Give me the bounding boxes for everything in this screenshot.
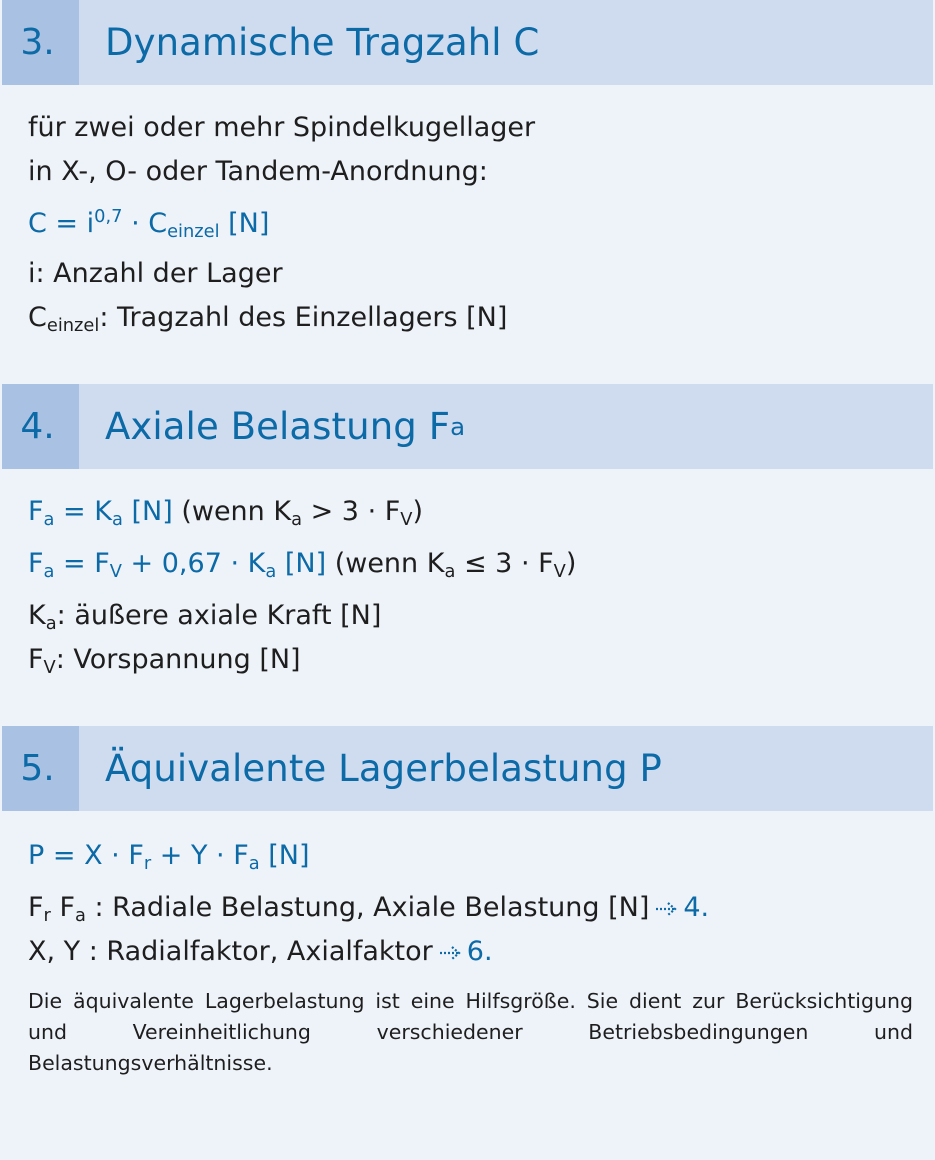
section-reference: 4. — [683, 892, 710, 923]
definition-c-einzel: $C_{einzel}$: Tragzahl des Einzellagers [N] — [28, 302, 508, 336]
formula-fa-1: $F_a = K_a$ [N] (wenn $K_a > 3 \cdot F_V$) — [28, 496, 423, 530]
section-3-content — [28, 106, 913, 340]
formula-expression: $F_a = F_V + 0,67 \cdot K_a$ [N] — [28, 548, 327, 582]
section-5-title: Äquivalente Lagerbelastung P — [105, 747, 662, 790]
section-4-title: Axiale Belastung F a — [105, 405, 466, 448]
section-4-content — [28, 490, 913, 682]
definition-fv: $F_V$: Vorspannung [N] — [28, 644, 301, 678]
explanatory-note: Die äquivalente Lagerbelastung ist eine Hilfsgröße. Sie dient zur Berücksichtigung und Vereinheitlichung verschiedener Betriebsbedingungen und Belastungsverhältnisse. — [28, 989, 913, 1075]
formula-expression: $F_a = K_a$ [N] — [28, 496, 173, 530]
definition-fr-fa: $F_r$ $F_a$ : Radiale Belastung, Axiale Belastung [N] 4. — [28, 892, 710, 926]
section-3-number: 3. — [2, 0, 79, 85]
section-4-number: 4. — [2, 384, 79, 469]
section-3-title: Dynamische Tragzahl C — [105, 21, 540, 64]
intro-line-2: in X-, O- oder Tandem-Anordnung: — [28, 156, 488, 187]
formula-c: $C = i^{0,7} \cdot C_{einzel}$ [N] — [28, 206, 270, 242]
formula-fa-2: $F_a = F_V + 0,67 \cdot K_a$ [N] (wenn $K_a \le 3 \cdot F_V$) — [28, 548, 577, 582]
section-4-header — [2, 384, 933, 469]
definition-x-y: X, Y : Radialfaktor, Axialfaktor 6. — [28, 936, 493, 967]
dotted-arrow-icon — [655, 900, 679, 918]
section-5-content — [28, 834, 913, 1079]
definition-ka: $K_a$: äußere axiale Kraft [N] — [28, 600, 382, 634]
formula-p: $P = X \cdot F_r + Y \cdot F_a$ [N] — [28, 840, 310, 874]
definition-i: i: Anzahl der Lager — [28, 258, 283, 289]
section-5-number: 5. — [2, 726, 79, 811]
section-5-header — [2, 726, 933, 811]
section-reference: 6. — [466, 936, 493, 967]
dotted-arrow-icon — [439, 944, 463, 962]
section-3-header — [2, 0, 933, 85]
intro-line-1: für zwei oder mehr Spindelkugellager — [28, 112, 536, 143]
